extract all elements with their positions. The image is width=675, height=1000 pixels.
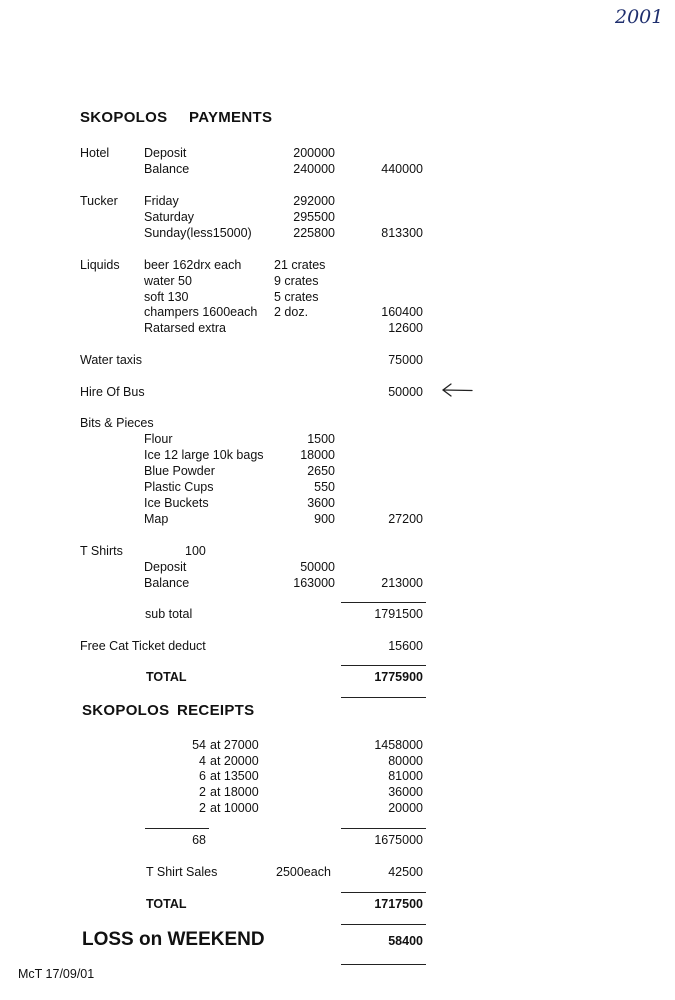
receipts-subtotal-rule bbox=[341, 828, 426, 829]
hire-of-bus-amount: 50000 bbox=[388, 385, 423, 399]
bits-total: 27200 bbox=[388, 512, 423, 526]
free-cat-label: Free Cat Ticket deduct bbox=[80, 639, 206, 653]
liquids-item-name: water 50 bbox=[144, 274, 192, 288]
bits-item-amount: 18000 bbox=[300, 448, 335, 462]
water-taxis-label: Water taxis bbox=[80, 353, 143, 367]
receipts-total-rule bbox=[341, 892, 426, 893]
receipt-price: at 18000 bbox=[210, 785, 259, 799]
receipt-price: at 27000 bbox=[210, 738, 259, 752]
water-taxis-amount: 75000 bbox=[388, 353, 423, 367]
liquids-item-qty: 21 crates bbox=[274, 258, 326, 272]
footer-signature: McT 17/09/01 bbox=[18, 967, 95, 981]
subtotal-amount: 1791500 bbox=[374, 607, 423, 621]
receipt-qty: 54 bbox=[192, 738, 206, 752]
bits-item-name: Plastic Cups bbox=[144, 480, 214, 494]
bits-item-amount: 2650 bbox=[307, 464, 335, 478]
bits-item-amount: 3600 bbox=[307, 496, 335, 510]
receipts-count-rule bbox=[145, 828, 209, 829]
liquids-item-name: Ratarsed extra bbox=[144, 321, 226, 335]
liquids-item-qty: 2 doz. bbox=[274, 305, 309, 319]
receipts-title-part1: SKOPOLOS bbox=[82, 702, 170, 719]
tucker-item-amount: 295500 bbox=[293, 210, 335, 224]
handwritten-year: 2001 bbox=[615, 6, 664, 28]
receipts-total-amount: 1717500 bbox=[374, 897, 423, 911]
payments-total-rule-bottom bbox=[341, 697, 426, 698]
receipt-price: at 20000 bbox=[210, 754, 259, 768]
liquids-item-total: 12600 bbox=[388, 321, 423, 335]
hotel-total: 440000 bbox=[381, 162, 423, 176]
liquids-item-name: champers 1600each bbox=[144, 305, 258, 319]
free-cat-amount: 15600 bbox=[388, 639, 423, 653]
tshirts-item-amount: 163000 bbox=[293, 576, 335, 590]
loss-amount: 58400 bbox=[388, 934, 423, 948]
receipt-amount: 1458000 bbox=[374, 738, 423, 752]
payments-title-part1: SKOPOLOS bbox=[80, 109, 168, 126]
receipts-total-label: TOTAL bbox=[146, 897, 187, 911]
tucker-item-name: Saturday bbox=[144, 210, 195, 224]
loss-label: LOSS on WEEKEND bbox=[82, 929, 265, 950]
tshirts-count: 100 bbox=[185, 544, 206, 558]
tshirt-sales-amount: 42500 bbox=[388, 865, 423, 879]
receipts-title-part2: RECEIPTS bbox=[177, 702, 255, 719]
receipt-qty: 6 bbox=[199, 769, 206, 783]
receipt-amount: 80000 bbox=[388, 754, 423, 768]
bits-item-amount: 1500 bbox=[307, 432, 335, 446]
bits-label: Bits & Pieces bbox=[80, 416, 154, 430]
hotel-item-amount: 200000 bbox=[293, 146, 335, 160]
tucker-item-amount: 225800 bbox=[293, 226, 335, 240]
bits-item-name: Map bbox=[144, 512, 169, 526]
receipt-qty: 2 bbox=[199, 785, 206, 799]
payments-total-rule-top bbox=[341, 665, 426, 666]
liquids-item-name: beer 162drx each bbox=[144, 258, 242, 272]
loss-rule-top bbox=[341, 924, 426, 925]
liquids-item-qty: 9 crates bbox=[274, 274, 319, 288]
tshirts-item-name: Balance bbox=[144, 576, 190, 590]
bits-item-amount: 550 bbox=[314, 480, 335, 494]
bits-item-amount: 900 bbox=[314, 512, 335, 526]
payments-title-part2: PAYMENTS bbox=[189, 109, 273, 126]
receipts-subtotal: 1675000 bbox=[374, 833, 423, 847]
tucker-label: Tucker bbox=[80, 194, 118, 208]
liquids-item-name: soft 130 bbox=[144, 290, 189, 304]
liquids-item-total: 160400 bbox=[381, 305, 423, 319]
hotel-item-name: Balance bbox=[144, 162, 190, 176]
hotel-item-amount: 240000 bbox=[293, 162, 335, 176]
subtotal-rule bbox=[341, 602, 426, 603]
bits-item-name: Blue Powder bbox=[144, 464, 215, 478]
loss-rule-bottom bbox=[341, 964, 426, 965]
payments-total-amount: 1775900 bbox=[374, 670, 423, 684]
receipt-price: at 10000 bbox=[210, 801, 259, 815]
receipt-amount: 20000 bbox=[388, 801, 423, 815]
tshirts-item-name: Deposit bbox=[144, 560, 187, 574]
hotel-label: Hotel bbox=[80, 146, 110, 160]
hire-of-bus-label: Hire Of Bus bbox=[80, 385, 145, 399]
tucker-item-name: Sunday(less15000) bbox=[144, 226, 252, 240]
tshirts-total: 213000 bbox=[381, 576, 423, 590]
payments-total-label: TOTAL bbox=[146, 670, 187, 684]
receipt-qty: 4 bbox=[199, 754, 206, 768]
liquids-label: Liquids bbox=[80, 258, 120, 272]
receipt-qty: 2 bbox=[199, 801, 206, 815]
tucker-item-name: Friday bbox=[144, 194, 179, 208]
tshirts-item-amount: 50000 bbox=[300, 560, 335, 574]
receipt-amount: 81000 bbox=[388, 769, 423, 783]
tucker-item-amount: 292000 bbox=[293, 194, 335, 208]
receipts-count: 68 bbox=[192, 833, 206, 847]
liquids-item-qty: 5 crates bbox=[274, 290, 319, 304]
hotel-item-name: Deposit bbox=[144, 146, 187, 160]
receipt-price: at 13500 bbox=[210, 769, 259, 783]
bits-item-name: Flour bbox=[144, 432, 173, 446]
tshirt-sales-rate: 2500each bbox=[276, 865, 331, 879]
bits-item-name: Ice Buckets bbox=[144, 496, 209, 510]
handwritten-arrow-left-icon bbox=[440, 382, 474, 398]
tshirts-label: T Shirts bbox=[80, 544, 123, 558]
subtotal-label: sub total bbox=[145, 607, 193, 621]
tucker-total: 813300 bbox=[381, 226, 423, 240]
bits-item-name: Ice 12 large 10k bags bbox=[144, 448, 264, 462]
tshirt-sales-label: T Shirt Sales bbox=[146, 865, 218, 879]
receipt-amount: 36000 bbox=[388, 785, 423, 799]
